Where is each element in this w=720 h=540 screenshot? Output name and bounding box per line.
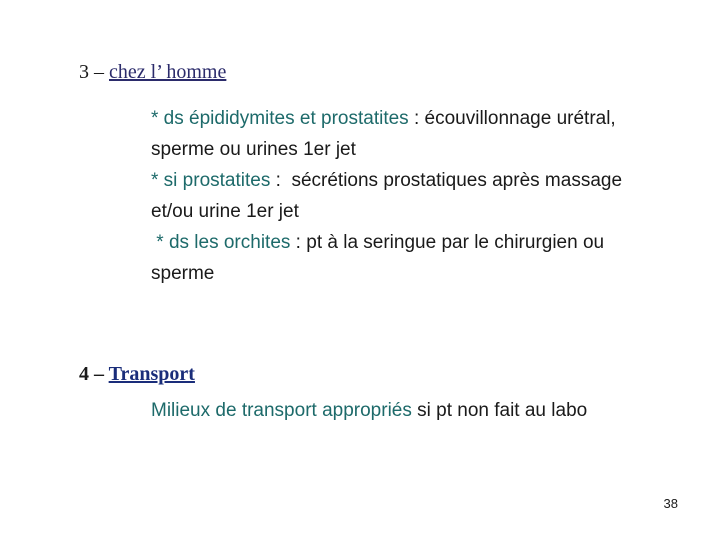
- item-text: écouvillonnage urétral, sperme ou urines 1er jet: [151, 108, 616, 160]
- item-label: * si prostatites: [151, 170, 271, 191]
- section-4-text: si pt non fait au labo: [411, 400, 588, 421]
- list-item: [151, 165, 631, 227]
- page-number: 38: [663, 496, 678, 511]
- item-label: * ds épididymites et prostatites: [151, 108, 409, 129]
- item-separator: :: [270, 170, 292, 191]
- list-item: [151, 227, 631, 289]
- item-text: sécrétions prostatiques après massage et/ou urine 1er jet: [151, 170, 623, 222]
- list-item: [151, 103, 631, 165]
- item-label: * ds les orchites: [151, 232, 291, 253]
- section-3-heading: [79, 61, 226, 84]
- section-3-number: 3 –: [79, 61, 109, 83]
- section-3-body: [151, 103, 631, 289]
- section-4-title: Transport: [108, 363, 195, 385]
- section-4-number: 4 –: [79, 363, 109, 385]
- section-4-highlight: Milieux de transport appropriés: [151, 400, 412, 421]
- item-separator: :: [290, 232, 307, 253]
- section-3-title: chez l’ homme: [109, 61, 227, 83]
- section-4-body: [151, 395, 631, 426]
- section-4-heading: [79, 363, 195, 386]
- item-text: pt à la seringue par le chirurgien ou sperme: [151, 232, 605, 284]
- item-separator: :: [408, 108, 425, 129]
